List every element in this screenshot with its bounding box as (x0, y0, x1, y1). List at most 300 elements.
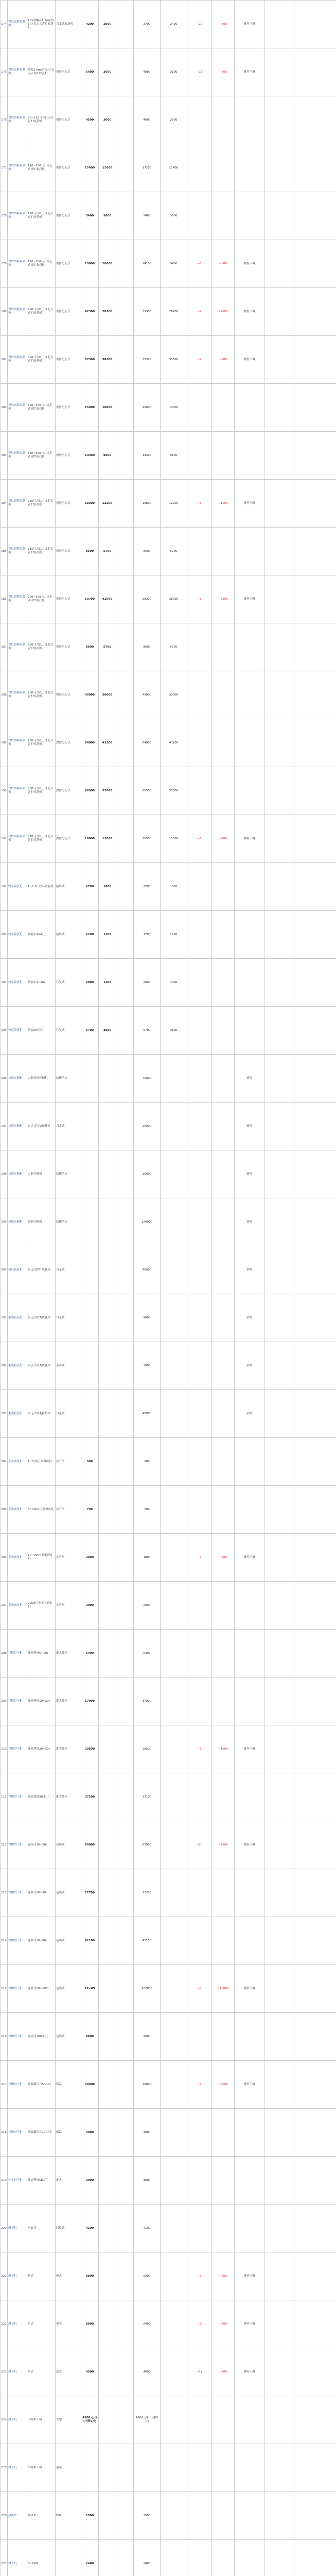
cell-p1 (116, 1438, 134, 1486)
cell-cls: 200马力以上自走式青贮收获机 (27, 671, 56, 719)
cell-no: 190 (1, 767, 8, 815)
cell-sub: 1700 (81, 911, 99, 959)
cell-sub: 700 (81, 1486, 99, 1534)
cell-a (264, 1869, 294, 1917)
table-row (1, 1677, 336, 1725)
cell-cls: 连续式10~20t (27, 1821, 56, 1869)
cell-status (235, 1007, 264, 1055)
cell-p1 (116, 959, 134, 1007)
cell-adj (212, 1869, 235, 1917)
cell-diff (187, 1342, 212, 1390)
cell-adj (212, 1438, 235, 1486)
cell-status (235, 528, 264, 575)
cell-adj (212, 1630, 235, 1677)
cell-b (294, 240, 336, 288)
cell-sub (81, 1246, 99, 1294)
cell-a (264, 863, 294, 911)
cell-b (294, 288, 336, 336)
cell-status: 跳档下调 (235, 2252, 264, 2300)
cell-adj (212, 2540, 235, 2576)
cell-sub: 8600 (81, 623, 99, 671)
cell-name: 谷物烘干机 (8, 2109, 27, 2157)
cell-status (235, 1869, 264, 1917)
cell-status: 跳档下调 (235, 240, 264, 288)
cell-b (294, 2444, 336, 2492)
cell-p3: 9600 (161, 432, 187, 480)
cell-adj (212, 2444, 235, 2492)
cell-p3 (161, 2013, 187, 2061)
cell-a (264, 48, 294, 96)
cell-cls: 250马力以上自走式青贮收获机 (27, 480, 56, 528)
table-row (1, 2540, 336, 2576)
cell-p1 (116, 288, 134, 336)
cell-orig (99, 2444, 116, 2492)
cell-status (235, 2157, 264, 2205)
cell-cls: 20t/h以上玉米剥皮机 (27, 1582, 56, 1630)
cell-sub: 17900 (81, 1677, 99, 1725)
cell-a (264, 1055, 294, 1103)
cell-cls: 箱式 (27, 2252, 56, 2300)
cell-a (264, 432, 294, 480)
cell-orig (99, 1055, 116, 1103)
cell-a (264, 959, 294, 1007)
cell-b (294, 1342, 336, 1390)
cell-sub: 15000 (81, 240, 99, 288)
cell-name: 青贮饲料收获机 (8, 528, 27, 575)
cell-p2: 2000 (134, 1582, 161, 1630)
cell-no: 188 (1, 671, 8, 719)
cell-cls: 批处理量20~30t (27, 1725, 56, 1773)
table-row (1, 384, 336, 432)
cell-status (235, 144, 264, 192)
cell-sub: 86500 (81, 767, 99, 815)
cell-diff (187, 1150, 212, 1198)
cell-sub (81, 1150, 99, 1198)
cell-diff: −6 (187, 240, 212, 288)
cell-no: 205 (1, 1486, 8, 1534)
cell-p1 (116, 1630, 134, 1677)
cell-a (264, 1198, 294, 1246)
cell-name: 果类收获机 (8, 1294, 27, 1342)
cell-b (294, 911, 336, 959)
cell-name: 谷物烘干机 (8, 1677, 27, 1725)
cell-sub: 2000 (81, 959, 99, 1007)
cell-name: 谷物烘干机 (8, 1630, 27, 1677)
cell-diff: −6 (187, 2300, 212, 2348)
cell-status: 跳档下调 (235, 575, 264, 623)
cell-status: 跳档下调 (235, 288, 264, 336)
cell-cls: 带式 (27, 2300, 56, 2348)
table-row (1, 1150, 336, 1198)
cell-sub: 15000 (81, 384, 99, 432)
cell-p2: 1500 (134, 2492, 161, 2540)
cell-p3 (161, 1630, 187, 1677)
cell-p2: 17900 (134, 1677, 161, 1725)
cell-spec: 叠挂甩刀式 (56, 623, 81, 671)
cell-p3 (161, 1342, 187, 1390)
cell-p2: 16800 (134, 480, 161, 528)
cell-cls: 果蔬烘干机 (27, 2444, 56, 2492)
cell-name: 谷物烘干机 (8, 1821, 27, 1869)
cell-name: 牧草收获机 (8, 911, 27, 959)
cell-adj (212, 623, 235, 671)
cell-name: 青贮饲料收获机 (8, 336, 27, 384)
cell-sub: 2700 (81, 863, 99, 911)
cell-no: 185 (1, 528, 8, 575)
cell-no: 177 (1, 144, 8, 192)
cell-orig (99, 1965, 116, 2013)
cell-no: 214 (1, 1917, 8, 1965)
cell-sub (81, 1294, 99, 1342)
cell-diff: −8 (187, 575, 212, 623)
cell-a (264, 1630, 294, 1677)
cell-p2 (134, 2444, 161, 2492)
cell-diff: −6 (187, 2252, 212, 2300)
cell-name: 牧草收获机 (8, 863, 27, 911)
cell-b (294, 1438, 336, 1486)
cell-sub: 57300 (81, 336, 99, 384)
cell-name: 谷物烘干机 (8, 2061, 27, 2109)
cell-p2: 4800 (134, 48, 161, 96)
cell-b (294, 96, 336, 144)
cell-p3: 30000 (161, 671, 187, 719)
cell-cls: 割幅1.5m(含)以上自走式青贮收获机 (27, 48, 56, 96)
cell-status: 跳档下调 (235, 1965, 264, 2013)
cell-p3 (161, 2157, 187, 2205)
cell-spec: 叠挂甩刀式 (56, 480, 81, 528)
cell-cls: 10~20t/h玉米剥皮机 (27, 1534, 56, 1582)
cell-adj: −600 (212, 240, 235, 288)
cell-cls: 300马力以上自走式青贮收获机 (27, 623, 56, 671)
cell-adj: −1000 (212, 1725, 235, 1773)
cell-b (294, 336, 336, 384)
cell-p2: 9900 (134, 2013, 161, 2061)
cell-p2: 1800 (134, 1534, 161, 1582)
cell-b (294, 1, 336, 48)
cell-cls: 90~110马力自走式青贮收获机 (27, 96, 56, 144)
cell-adj: −10000 (212, 1965, 235, 2013)
cell-adj (212, 96, 235, 144)
cell-a (264, 528, 294, 575)
cell-spec: 低温 (56, 2061, 81, 2109)
cell-p1 (116, 1055, 134, 1103)
cell-b (294, 1773, 336, 1821)
cell-spec: 生产率 (56, 1438, 81, 1486)
cell-name: 烘干机 (8, 2540, 27, 2576)
cell-adj (212, 911, 235, 959)
cell-p3: 1800 (161, 863, 187, 911)
cell-p2: 4100 (134, 2205, 161, 2252)
cell-adj (212, 1342, 235, 1390)
cell-diff: −8 (187, 1965, 212, 2013)
cell-b (294, 2061, 336, 2109)
cell-a (264, 384, 294, 432)
cell-p1 (116, 1534, 134, 1582)
cell-p1 (116, 1294, 134, 1342)
cell-status: 新增 (235, 1390, 264, 1438)
cell-no: 182 (1, 384, 8, 432)
cell-orig (99, 1582, 116, 1630)
cell-b (294, 1582, 336, 1630)
cell-a (264, 2205, 294, 2252)
cell-cls: 割幅1.5~2m (27, 959, 56, 1007)
cell-orig (99, 2013, 116, 2061)
cell-spec: 批式循环 (56, 1773, 81, 1821)
cell-diff: −7 (187, 1534, 212, 1582)
cell-status: 跳档下调 (235, 1, 264, 48)
cell-diff: −22 (187, 1, 212, 48)
cell-name: 捡拾压捆机 (8, 1198, 27, 1246)
cell-orig: 28200 (99, 288, 116, 336)
cell-p2: 4000元/台(上限5万) (134, 2396, 161, 2444)
cell-p3 (161, 1534, 187, 1582)
cell-p2: 3000 (134, 2157, 161, 2205)
cell-spec: 回旋式 (56, 2205, 81, 2252)
cell-diff (187, 2444, 212, 2492)
cell-p1 (116, 1007, 134, 1055)
cell-p3: 57600 (161, 767, 187, 815)
cell-diff (187, 2013, 212, 2061)
table-row (1, 144, 336, 192)
table-row (1, 767, 336, 815)
cell-name: 烘干机 (8, 2348, 27, 2396)
cell-p1 (116, 2300, 134, 2348)
cell-p2: 4000 (134, 2348, 161, 2396)
cell-p1 (116, 2396, 134, 2444)
cell-p1 (116, 192, 134, 240)
cell-p3: 5700 (161, 528, 187, 575)
cell-p1 (116, 1150, 134, 1198)
cell-p3 (161, 1917, 187, 1965)
cell-b (294, 2540, 336, 2576)
cell-no: 193 (1, 911, 8, 959)
cell-p1 (116, 480, 134, 528)
cell-sub: 37100 (81, 1773, 99, 1821)
cell-p1 (116, 1917, 134, 1965)
cell-orig: 43200 (99, 719, 116, 767)
cell-spec: 生产率 (56, 1582, 81, 1630)
cell-p1 (116, 2205, 134, 2252)
table-row (1, 623, 336, 671)
cell-p2: 102800 (134, 1965, 161, 2013)
cell-no: 204 (1, 1438, 8, 1486)
cell-adj (212, 1486, 235, 1534)
cell-adj: −1000 (212, 480, 235, 528)
cell-diff (187, 2205, 212, 2252)
cell-p2: 20000 (134, 1103, 161, 1150)
cell-adj (212, 1150, 235, 1198)
cell-diff (187, 1773, 212, 1821)
cell-p3 (161, 2252, 187, 2300)
cell-no: 208 (1, 1630, 8, 1677)
cell-p3: 10000 (161, 384, 187, 432)
cell-adj: −3600 (212, 575, 235, 623)
cell-diff (187, 767, 212, 815)
cell-p1 (116, 815, 134, 863)
cell-cls: 批处理量30t以上 (27, 1773, 56, 1821)
cell-orig: 5700 (99, 623, 116, 671)
cell-p2: 30000 (134, 1150, 161, 1198)
cell-sub: 2000 (81, 1534, 99, 1582)
cell-a (264, 575, 294, 623)
cell-cls: 牵引式果类收获机 (27, 1342, 56, 1390)
cell-no: 222 (1, 2300, 8, 2348)
table-row (1, 192, 336, 240)
cell-a (264, 2540, 294, 2576)
cell-orig (99, 2157, 116, 2205)
cell-diff (187, 863, 212, 911)
cell-b (294, 2396, 336, 2444)
cell-spec: 生产率 (56, 1486, 81, 1534)
cell-status: 新增 (235, 1103, 264, 1150)
cell-diff (187, 528, 212, 575)
cell-a (264, 1773, 294, 1821)
cell-no: 181 (1, 336, 8, 384)
cell-p2: 62900 (134, 1821, 161, 1869)
cell-a (264, 1007, 294, 1055)
cell-b (294, 2157, 336, 2205)
cell-orig: 9600 (99, 432, 116, 480)
cell-status: 跳档下调 (235, 2348, 264, 2396)
cell-no: 215 (1, 1965, 8, 2013)
cell-a (264, 2396, 294, 2444)
cell-a (264, 96, 294, 144)
cell-p1 (116, 528, 134, 575)
cell-b (294, 1246, 336, 1294)
cell-p2: 14100 (134, 240, 161, 288)
cell-b (294, 432, 336, 480)
cell-sub: 4500 (81, 96, 99, 144)
cell-no: 175 (1, 48, 8, 96)
cell-spec: 带式 (56, 2300, 81, 2348)
cell-name: 烘干机 (8, 2396, 27, 2444)
cell-name: 捡拾压捆机 (8, 1055, 27, 1103)
cell-cls: 自走式捡拾压捆机 (27, 1103, 56, 1150)
cell-diff (187, 2540, 212, 2576)
cell-p2: 14400 (134, 432, 161, 480)
cell-orig (99, 1677, 116, 1725)
cell-orig (99, 2540, 116, 2576)
cell-p1 (116, 1486, 134, 1534)
cell-spec: 低温 (56, 2109, 81, 2157)
cell-spec: 大型 (56, 2396, 81, 2444)
table-row (1, 815, 336, 863)
cell-no: 219 (1, 2157, 8, 2205)
cell-diff (187, 2109, 212, 2157)
cell-name: 青贮饲料收获机 (8, 480, 27, 528)
cell-cls: 1~5t/h玉米剥皮机 (27, 1438, 56, 1486)
cell-p1 (116, 336, 134, 384)
cell-diff (187, 1390, 212, 1438)
cell-name: 青贮饲料收获机 (8, 767, 27, 815)
cell-a (264, 2061, 294, 2109)
cell-adj (212, 2013, 235, 2061)
cell-p1 (116, 2540, 134, 2576)
cell-diff (187, 96, 212, 144)
cell-status: 跳档下调 (235, 1725, 264, 1773)
cell-diff: −11 (187, 2348, 212, 2396)
cell-no: 207 (1, 1582, 8, 1630)
cell-p3: 1300 (161, 959, 187, 1007)
cell-sub: 3000 (81, 2109, 99, 2157)
cell-sub: 64800 (81, 719, 99, 767)
cell-no: 201 (1, 1294, 8, 1342)
cell-cls: 方捆捡拾压捆机 (27, 1055, 56, 1103)
cell-p2: 500 (134, 1438, 161, 1486)
cell-diff (187, 1294, 212, 1342)
cell-a (264, 1438, 294, 1486)
cell-a (264, 1342, 294, 1390)
cell-orig: 1100 (99, 911, 116, 959)
cell-no: 199 (1, 1198, 8, 1246)
cell-sub: 42100 (81, 1917, 99, 1965)
cell-cls: 150~200马力自走式青贮收获机 (27, 240, 56, 288)
cell-sub: 29500 (81, 1725, 99, 1773)
table-row (1, 432, 336, 480)
cell-diff (187, 1630, 212, 1677)
cell-p3: 3600 (161, 192, 187, 240)
table-row (1, 1582, 336, 1630)
cell-sub: 4100 (81, 2205, 99, 2252)
cell-p3 (161, 1965, 187, 2013)
table-row (1, 1390, 336, 1438)
cell-sub: 9900 (81, 2013, 99, 2061)
cell-diff (187, 1677, 212, 1725)
cell-no: 203 (1, 1390, 8, 1438)
cell-status (235, 1917, 264, 1965)
cell-sub: 8500 (81, 528, 99, 575)
cell-p3 (161, 2300, 187, 2348)
cell-a (264, 1821, 294, 1869)
cell-p1 (116, 1342, 134, 1390)
cell-p3 (161, 1438, 187, 1486)
cell-p2: 58300 (134, 575, 161, 623)
cell-status (235, 2205, 264, 2252)
cell-p1 (116, 1103, 134, 1150)
cell-cls: 200马力以上自走式青贮收获机 (27, 288, 56, 336)
cell-p2: 3600 (134, 1342, 161, 1390)
table-row (1, 2444, 336, 2492)
cell-status (235, 863, 264, 911)
cell-name: 青贮饲料收获机 (8, 575, 27, 623)
cell-cls: 110~150马力自走式青贮收获机 (27, 144, 56, 192)
cell-name: 谷物烘干机 (8, 1965, 27, 2013)
cell-b (294, 1677, 336, 1725)
table-row (1, 240, 336, 288)
cell-sub: 1E+05 (81, 1965, 99, 2013)
cell-a (264, 2300, 294, 2348)
cell-cls: 塔式 (27, 2348, 56, 2396)
cell-no: 217 (1, 2061, 8, 2109)
cell-p3: 26200 (161, 288, 187, 336)
cell-name: 种子烘干机 (8, 2157, 27, 2205)
cell-status (235, 2109, 264, 2157)
cell-no: 216 (1, 2013, 8, 2061)
cell-b (294, 2300, 336, 2348)
cell-name: 青贮饲料收获机 (8, 719, 27, 767)
cell-p2: 53300 (134, 336, 161, 384)
cell-name: 果类收获机 (8, 1390, 27, 1438)
cell-sub (81, 1198, 99, 1246)
cell-adj (212, 1007, 235, 1055)
cell-orig (99, 1198, 116, 1246)
cell-diff (187, 623, 212, 671)
cell-spec: 叠挂甩刀式 (56, 144, 81, 192)
cell-p3 (161, 1150, 187, 1198)
cell-p2: 4000 (134, 96, 161, 144)
cell-sub (81, 2444, 99, 2492)
cell-no: 224 (1, 2396, 8, 2444)
